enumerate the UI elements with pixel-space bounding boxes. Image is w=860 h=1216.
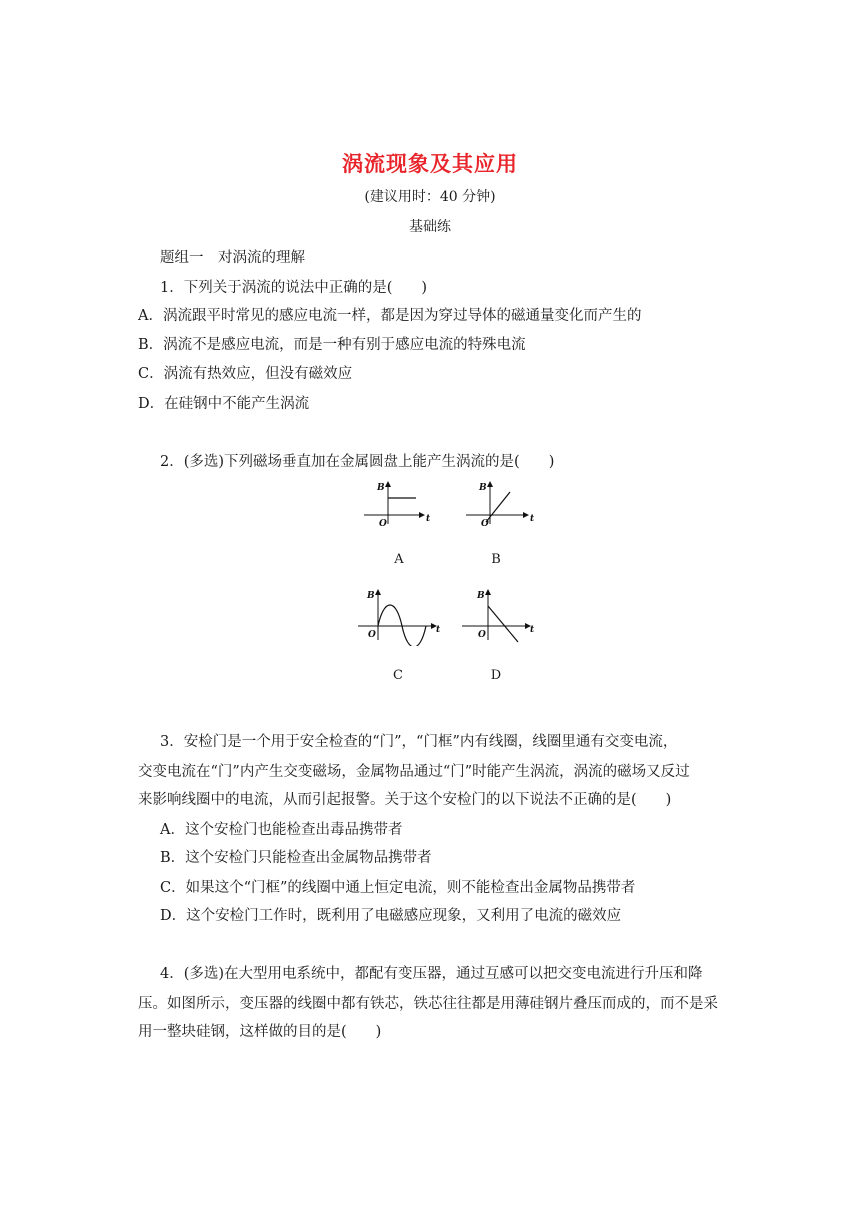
question-4-line-1: 4．(多选)在大型用电系统中，都配有变压器，通过互感可以把交变电流进行升压和降 [160,966,703,982]
origin-label: O [379,519,387,529]
time-hint: (建议用时：40 分钟) [364,189,496,205]
section-label: 基础练 [409,219,451,235]
question-3-line-2: 交变电流在“门”内产生交变磁场，金属物品通过“门”时能产生涡流，涡流的磁场又反过 [138,764,690,780]
question-1-option-a: A．涡流跟平时常见的感应电流一样，都是因为穿过导体的磁通量变化而产生的 [138,308,642,324]
axis-label-b: B [477,591,485,601]
graph-b-label: B [491,552,501,567]
graph-c-label: C [393,668,403,683]
b-curve [488,606,518,642]
axis-label-b: B [367,591,375,601]
page-title: 涡流现象及其应用 [342,152,518,176]
axis-label-t: t [530,514,535,524]
question-3-option-c: C．如果这个“门框”的线圈中通上恒定电流，则不能检查出金属物品携带者 [160,880,636,896]
question-2-stem: 2．(多选)下列磁场垂直加在金属圆盘上能产生涡流的是( ) [160,454,555,470]
graph-c [356,586,442,646]
question-1-option-b: B．涡流不是感应电流，而是一种有别于感应电流的特殊电流 [138,337,526,353]
axis-label-b: B [479,483,487,493]
question-1-option-d: D．在硅钢中不能产生涡流 [138,396,310,412]
graph-a-label: A [394,552,404,567]
origin-label: O [481,519,489,529]
question-3-option-b: B．这个安检门只能检查出金属物品携带者 [160,850,432,866]
axis-label-t: t [436,625,441,635]
graph-a [358,478,438,530]
axis-label-t: t [530,625,535,635]
graph-b [462,478,542,530]
question-3-option-a: A．这个安检门也能检查出毒品携带者 [160,822,403,838]
axis-label-t: t [426,514,431,524]
axis-label-b: B [377,483,385,493]
graph-d-label: D [490,668,502,683]
origin-label: O [478,630,486,640]
question-1-option-c: C．涡流有热效应，但没有磁效应 [138,366,353,382]
question-1-stem: 1．下列关于涡流的说法中正确的是( ) [160,280,428,296]
question-3-line-3: 来影响线圈中的电流，从而引起报警。关于这个安检门的以下说法不正确的是( ) [138,792,672,808]
question-4-line-2: 压。如图所示，变压器的线圈中都有铁芯，铁芯往往都是用薄硅钢片叠压而成的，而不是采 [138,996,718,1012]
question-4-line-3: 用一整块硅钢，这样做的目的是( ) [138,1024,382,1040]
origin-label: O [368,630,376,640]
question-3-option-d: D．这个安检门工作时，既利用了电磁感应现象，又利用了电流的磁效应 [160,908,622,924]
group-heading: 题组一 对涡流的理解 [160,250,305,266]
question-3-line-1: 3．安检门是一个用于安全检查的“门”，“门框”内有线圈，线圈里通有交变电流， [160,734,678,750]
graph-d [460,586,540,646]
